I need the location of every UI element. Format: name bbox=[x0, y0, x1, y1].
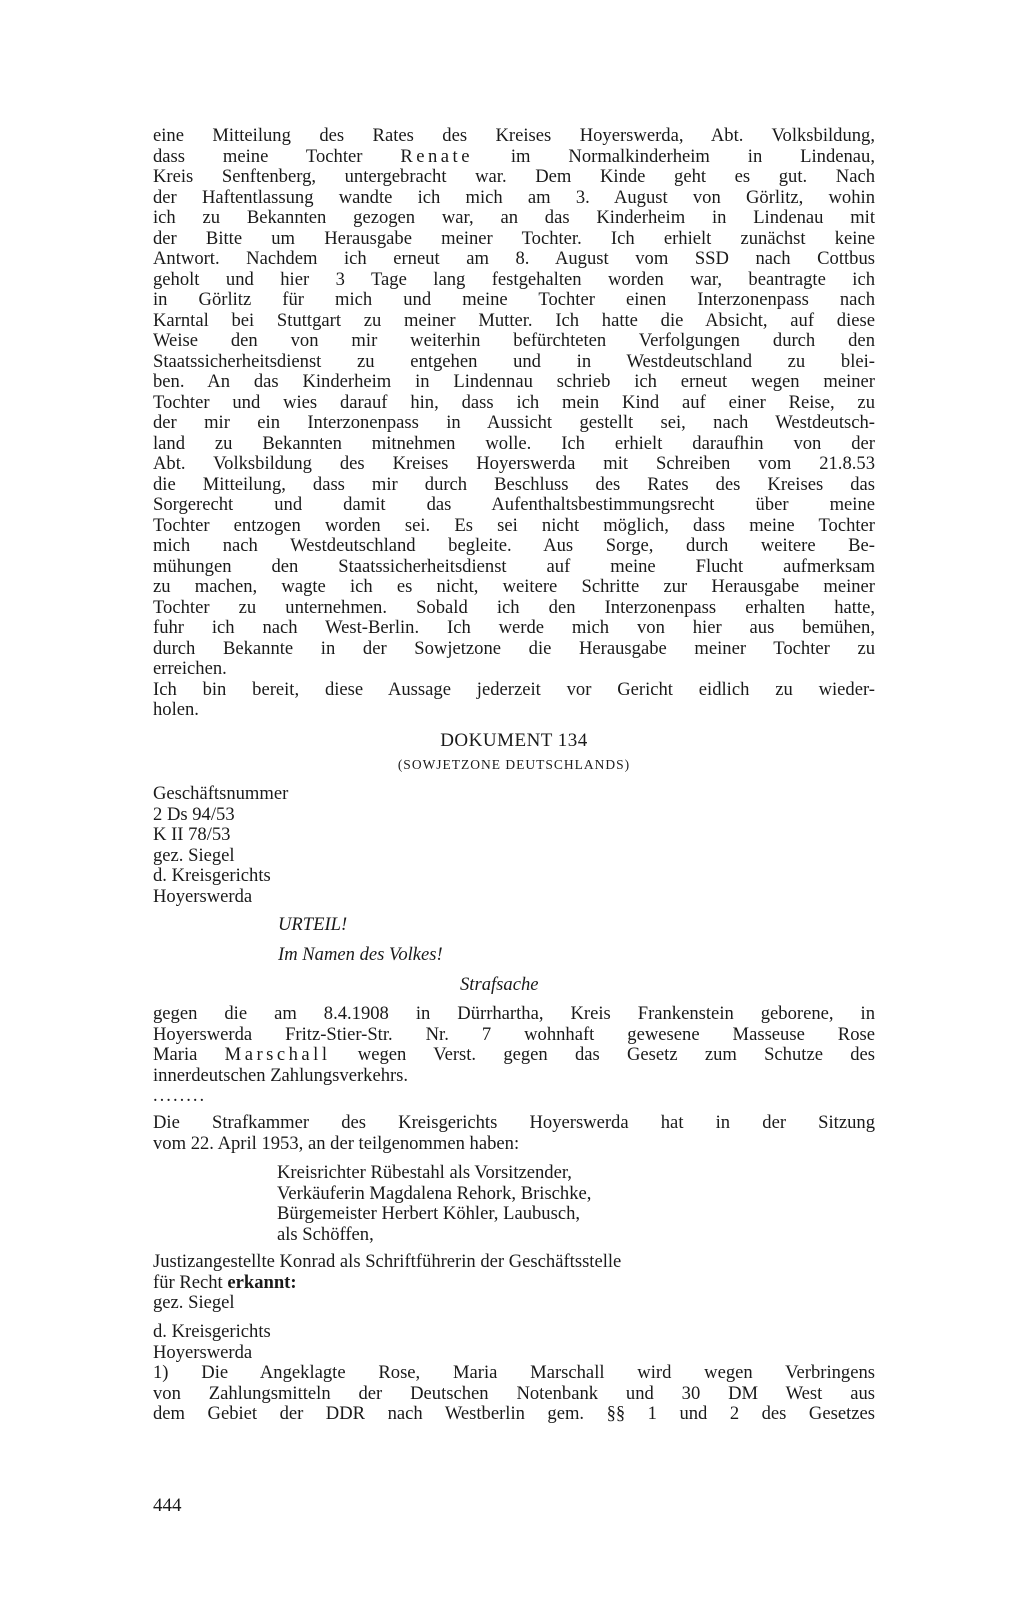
text-line: holen. bbox=[153, 699, 199, 720]
clerk-section bbox=[153, 1252, 875, 1314]
text-line: Abt. Volksbildung des Kreises Hoyerswerda mit Schreiben vom 21.8.53 bbox=[153, 453, 875, 474]
text-line: Antwort. Nachdem ich erneut am 8. August vom SSD nach Cottbus bbox=[153, 248, 875, 269]
erkannt-label: erkannt: bbox=[227, 1271, 297, 1293]
name-marschall: Marschall bbox=[224, 1044, 331, 1065]
ellipsis-dots: ........ bbox=[153, 1085, 207, 1106]
text-line: Kreis Senftenberg, untergebracht war. Dem Kinde geht es gut. Nach bbox=[153, 166, 875, 187]
text-line: vom 22. April 1953, an der teilgenommen haben: bbox=[153, 1132, 520, 1154]
panel-line: als Schöffen, bbox=[277, 1223, 374, 1245]
text-line: gez. Siegel bbox=[153, 1292, 235, 1313]
urteil-title: URTEIL! bbox=[278, 914, 348, 935]
header-line: 2 Ds 94/53 bbox=[153, 803, 235, 825]
name-renate: Renate bbox=[400, 145, 473, 167]
text-line: durch Bekannte in der Sowjetzone die Herausgabe meiner Tochter zu bbox=[153, 637, 875, 659]
case-description bbox=[153, 1004, 875, 1107]
panel-line: Kreisrichter Rübestahl als Vorsitzender, bbox=[277, 1162, 572, 1183]
text-line: ben. An das Kinderheim in Lindennau schrieb ich erneut wegen meiner bbox=[153, 371, 875, 392]
panel-members bbox=[277, 1163, 777, 1245]
panel-line: Bürgemeister Herbert Köhler, Laubusch, bbox=[277, 1203, 581, 1224]
im-namen-des-volkes: Im Namen des Volkes! bbox=[278, 944, 443, 965]
text-line: Sorgerecht und damit das Aufenthaltsbestimmungsrecht über meine bbox=[153, 494, 875, 515]
text-line: die Mitteilung, dass mir durch Beschluss des Rates des Kreises das bbox=[153, 473, 875, 495]
text-line: fuhr ich nach West-Berlin. Ich werde mich von hier aus bemühen, bbox=[153, 617, 875, 638]
header-line: gez. Siegel bbox=[153, 844, 235, 866]
text-line: 1) Die Angeklagte Rose, Maria Marschall wird wegen Verbringens bbox=[153, 1362, 875, 1383]
text-line: Hoyerswerda bbox=[153, 1341, 253, 1363]
text-line: erreichen. bbox=[153, 658, 227, 679]
header-line: K II 78/53 bbox=[153, 824, 231, 845]
text-line: Hoyerswerda Fritz-Stier-Str. Nr. 7 wohnhaft gewesene Masseuse Rose bbox=[153, 1023, 875, 1045]
court-session bbox=[153, 1113, 875, 1154]
text-line: Karntal bei Stuttgart zu meiner Mutter. Ich hatte die Absicht, auf diese bbox=[153, 309, 875, 331]
text-line: land zu Bekannten mitnehmen wolle. Ich erhielt daraufhin von der bbox=[153, 432, 875, 454]
text-line: zu machen, wagte ich es nicht, weitere Schritte zur Herausgabe meiner bbox=[153, 576, 875, 597]
text-line: Justizangestellte Konrad als Schriftführerin der Geschäftsstelle bbox=[153, 1251, 622, 1272]
strafsache-label: Strafsache bbox=[460, 974, 539, 995]
text-line: von Zahlungsmitteln der Deutschen Notenbank und 30 DM West aus bbox=[153, 1382, 875, 1404]
verdict-section bbox=[153, 1322, 875, 1425]
text-line: der Bitte um Herausgabe meiner Tochter. Ich erhielt zunächst keine bbox=[153, 227, 875, 249]
text-line: dem Gebiet der DDR nach Westberlin gem. §§ 1 und 2 des Gesetzes bbox=[153, 1403, 875, 1424]
page-number: 444 bbox=[153, 1495, 182, 1516]
text-line: eine Mitteilung des Rates des Kreises Hoyerswerda, Abt. Volksbildung, bbox=[153, 125, 875, 146]
text-line: der mir ein Interzonenpass in Aussicht gestellt sei, nach Westdeutsch- bbox=[153, 412, 875, 433]
document-subheading: (SOWJETZONE DEUTSCHLANDS) bbox=[397, 757, 631, 772]
case-header bbox=[153, 784, 875, 907]
text-line: der Haftentlassung wandte ich mich am 3. August von Görlitz, wohin bbox=[153, 186, 875, 208]
header-line: d. Kreisgerichts bbox=[153, 865, 271, 886]
text-line: ich zu Bekannten gezogen war, an das Kinderheim in Lindenau mit bbox=[153, 207, 875, 228]
text-line: Maria Marschall wegen Verst. gegen das Gesetz zum Schutze des bbox=[153, 1044, 875, 1065]
text-line: d. Kreisgerichts bbox=[153, 1321, 271, 1342]
text-line: Tochter zu unternehmen. Sobald ich den Interzonenpass erhalten hatte, bbox=[153, 596, 875, 618]
text-line: innerdeutschen Zahlungsverkehrs. bbox=[153, 1064, 409, 1086]
text-line: Tochter und wies darauf hin, dass ich mein Kind auf einer Reise, zu bbox=[153, 391, 875, 413]
text-line: Ich bin bereit, diese Aussage jederzeit vor Gericht eidlich zu wieder- bbox=[153, 678, 875, 700]
text-line: geholt und hier 3 Tage lang festgehalten worden war, beantragte ich bbox=[153, 268, 875, 290]
text-line: dass meine Tochter Renate im Normalkinderheim in Lindenau, bbox=[153, 145, 875, 167]
text-line: in Görlitz für mich und meine Tochter einen Interzonenpass nach bbox=[153, 289, 875, 310]
text-line: Staatssicherheitsdienst zu entgehen und in Westdeutschland zu blei- bbox=[153, 350, 875, 372]
panel-line: Verkäuferin Magdalena Rehork, Brischke, bbox=[277, 1182, 592, 1204]
text-line: mich nach Westdeutschland begleite. Aus Sorge, durch weitere Be- bbox=[153, 535, 875, 556]
text-line: für Recht erkannt: bbox=[153, 1271, 297, 1293]
text-line: Die Strafkammer des Kreisgerichts Hoyerswerda hat in der Sitzung bbox=[153, 1112, 875, 1133]
text-line: mühungen den Staatssicherheitsdienst auf meine Flucht aufmerksam bbox=[153, 555, 875, 577]
text-line: Tochter entzogen worden sei. Es sei nicht möglich, dass meine Tochter bbox=[153, 514, 875, 536]
document-heading: DOKUMENT 134 bbox=[440, 730, 588, 751]
header-line: Geschäftsnummer bbox=[153, 783, 289, 804]
text-line: gegen die am 8.4.1908 in Dürrhartha, Kreis Frankenstein geborene, in bbox=[153, 1003, 875, 1024]
testimony-paragraph bbox=[153, 126, 875, 721]
text-line: Weise den von mir weiterhin befürchteten Verfolgungen durch den bbox=[153, 330, 875, 351]
header-line: Hoyerswerda bbox=[153, 885, 253, 907]
